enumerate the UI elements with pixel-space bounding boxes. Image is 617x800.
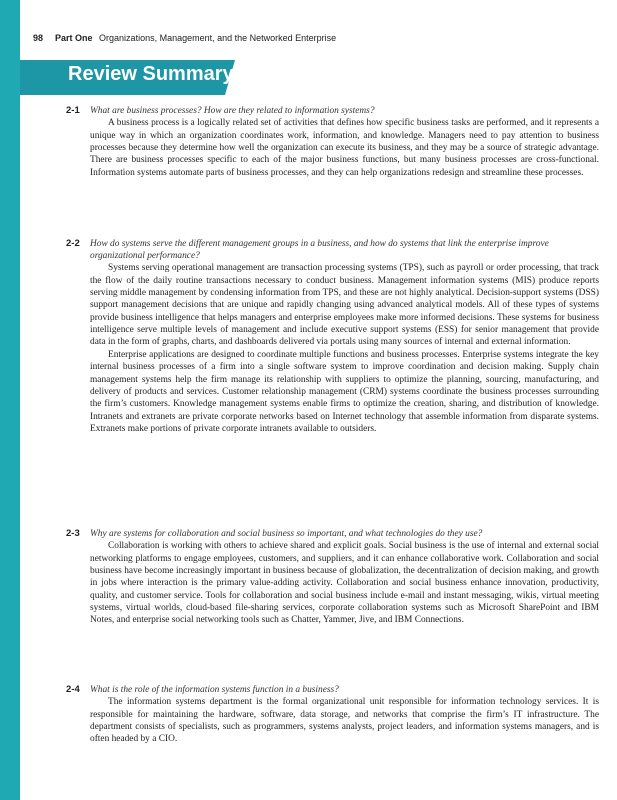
section-paragraph: The information systems department is the formal organizational unit responsible for information technology services. It is responsible for maintaining the hardware, software, data storage, and networks that comprise the firm’s IT infrastructure. The department consists of specialists, such as programmers, systems analysts, project leaders, and information systems managers, and is often headed by a CIO. xyxy=(90,697,599,745)
section-2-1 xyxy=(66,105,599,179)
banner-title: Review Summary xyxy=(68,63,234,85)
section-question: Why are systems for collaboration and social business so important, and what technologies do they use? xyxy=(90,529,483,539)
section-question: What is the role of the information systems function in a business? xyxy=(90,685,339,695)
section-question: How do systems serve the different management groups in a business, and how do systems that link the enterprise improve organizational performance? xyxy=(90,239,549,262)
section-number: 2-3 xyxy=(66,528,80,539)
section-number: 2-4 xyxy=(66,684,80,695)
section-paragraph: Collaboration is working with others to achieve shared and explicit goals. Social business is the use of internal and external social networking platforms to engage employees, customers, and suppliers, and it can enhance collaborative work. Collaboration and social business have become increasingly important in business because of globalization, the decentralization of decision making, and growth in jobs where interaction is the primary value-adding activity. Collaboration and social business enhance innovation, productivity, quality, and customer service. Tools for collaboration and social business include e-mail and instant messaging, wikis, virtual meeting systems, virtual worlds, cloud-based file-sharing services, corporate collaboration systems such as Microsoft SharePoint and IBM Notes, and enterprise social networking tools such as Chatter, Yammer, Jive, and IBM Connections. xyxy=(90,541,599,626)
part-title: Organizations, Management, and the Networked Enterprise xyxy=(99,33,337,43)
section-2-3 xyxy=(66,528,599,627)
page-number: 98 xyxy=(33,33,44,43)
teal-side-bar xyxy=(0,0,20,800)
section-2-4 xyxy=(66,684,599,746)
section-paragraph: Systems serving operational management are transaction processing systems (TPS), such as payroll or order processing, that track the flow of the daily routine transactions necessary to conduct business. Management information systems (MIS) produce reports serving middle management by condensing information from TPS, and these are not highly analytical. Decision-support systems (DSS) support management decisions that are unique and rapidly changing using advanced analytical models. All of these types of systems provide business intelligence that helps managers and enterprise employees make more informed decisions. These systems for business intelligence serve multiple levels of management and include executive support systems (ESS) for senior management that provide data in the form of graphs, charts, and dashboards delivered via portals using many sources of internal and external information. xyxy=(90,263,599,348)
running-header xyxy=(33,33,336,43)
section-2-2 xyxy=(66,238,599,435)
section-paragraph: Enterprise applications are designed to coordinate multiple functions and business processes. Enterprise systems integrate the key internal business processes of a firm into a single software system to improve coordination and decision making. Supply chain management systems help the firm manage its relationship with suppliers to optimize the planning, sourcing, manufacturing, and delivery of products and services. Customer relationship management (CRM) systems coordinate the business processes surrounding the firm’s customers. Knowledge management systems enable firms to optimize the creation, sharing, and distribution of knowledge. Intranets and extranets are private corporate networks based on Internet technology that assemble information from disparate systems. Extranets make portions of private corporate intranets available to outsiders. xyxy=(90,349,599,434)
section-number: 2-1 xyxy=(66,105,80,116)
section-number: 2-2 xyxy=(66,238,80,249)
part-label: Part One xyxy=(55,33,93,43)
section-paragraph: A business process is a logically related set of activities that defines how specific business tasks are performed, and it represents a unique way in which an organization coordinates work, information, and knowledge. Managers need to pay attention to business processes because they determine how well the organization can execute its business, and they may be a source of strategic advantage. There are business processes specific to each of the major business functions, but many business processes are cross-functional. Information systems automate parts of business processes, and they can help organizations redesign and streamline these processes. xyxy=(90,118,599,178)
section-question: What are business processes? How are they related to information systems? xyxy=(90,106,375,116)
